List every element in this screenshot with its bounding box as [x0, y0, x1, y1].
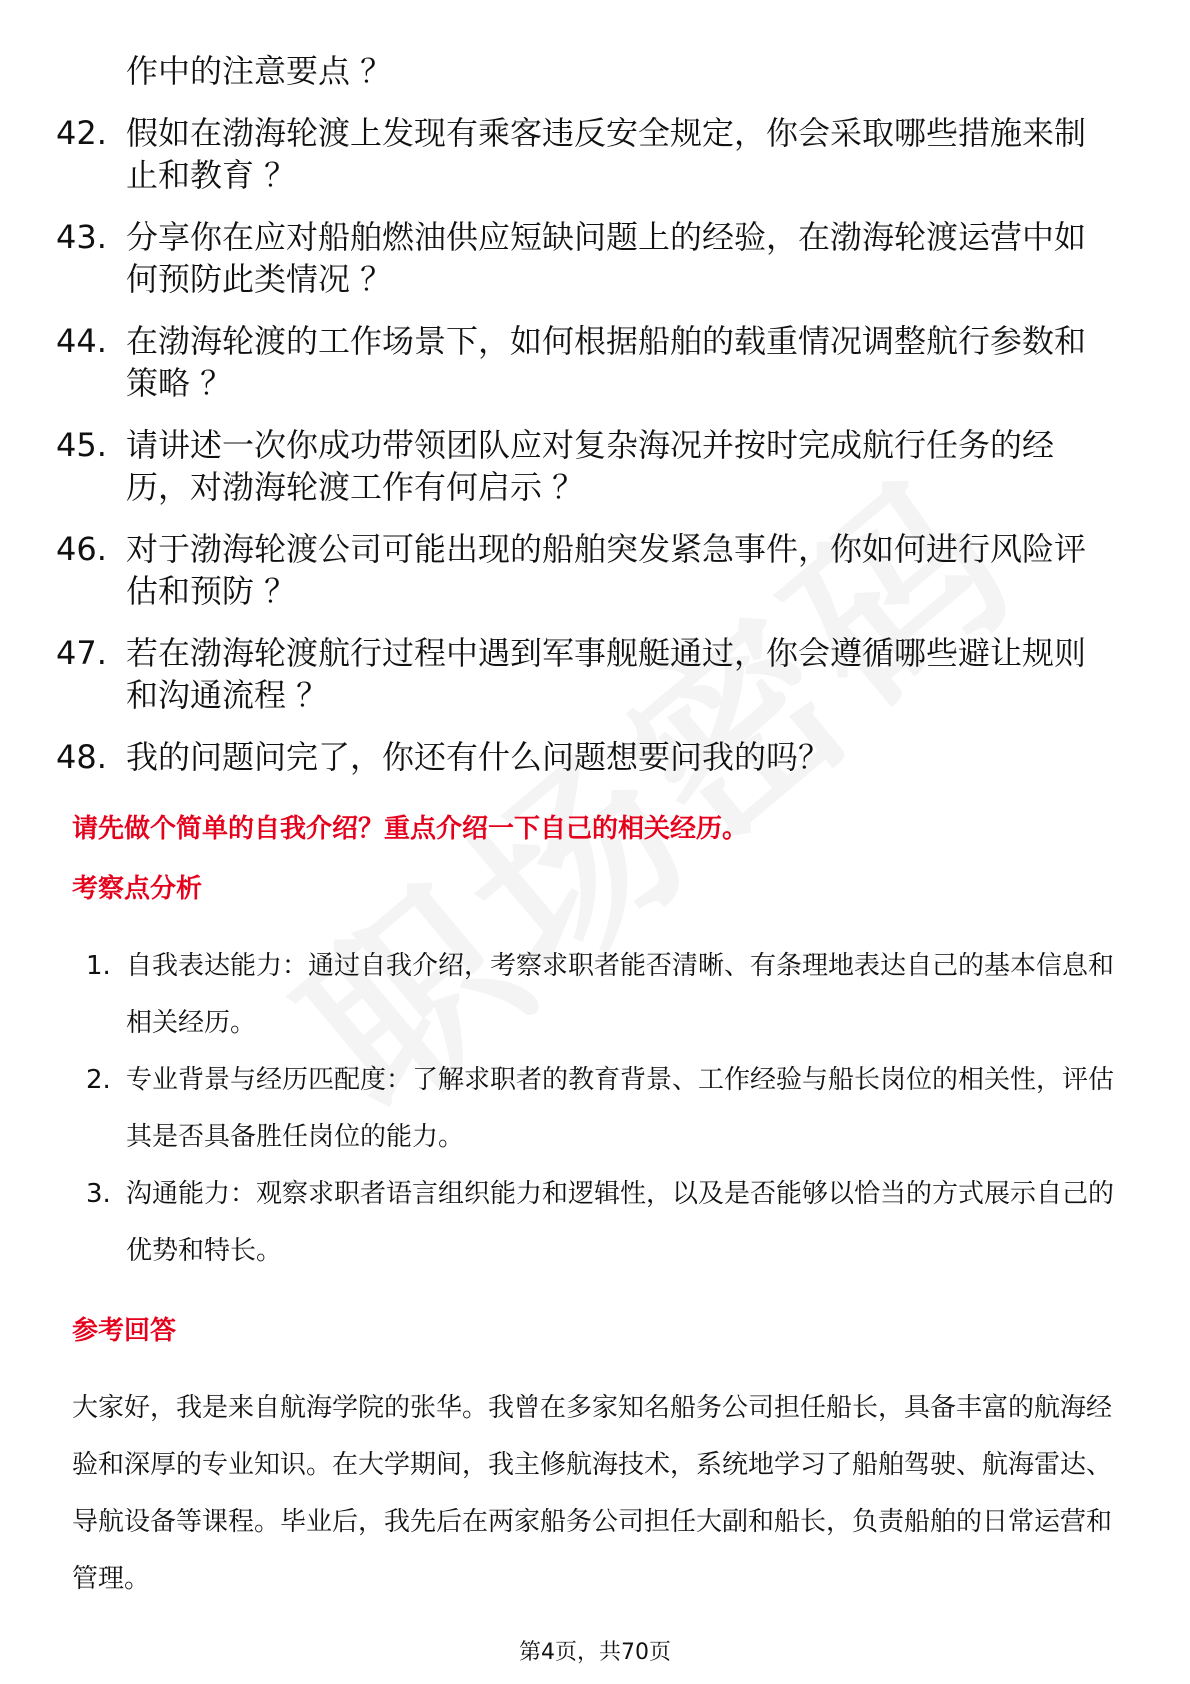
question-text: 对于渤海轮渡公司可能出现的船舶突发紧急事件，你如何进行风险评估和预防 ？ — [126, 530, 1087, 610]
answer-paragraph: 大家好，我是来自航海学院的张华。我曾在多家知名船务公司担任船长，具备丰富的航海经验和深厚的专业知识。在大学期间，我主修航海技术，系统地学习了船舶驾驶、航海雷达、导航设备等课程。毕业后，我先后在两家船务公司担任大副和船长，负责船舶的日常运营和管理。 — [72, 1393, 1113, 1594]
list-item — [56, 424, 1116, 508]
question-text: 在渤海轮渡的工作场景下，如何根据船舶的载重情况调整航行参数和策略 ？ — [126, 322, 1087, 402]
point-number: 3. — [86, 1179, 111, 1209]
list-item — [56, 320, 1116, 404]
question-number: 45. — [56, 426, 107, 464]
list-item — [56, 216, 1116, 300]
list-item — [56, 528, 1116, 612]
question-text: 若在渤海轮渡航行过程中遇到军事舰艇通过，你会遵循哪些避让规则和沟通流程 ？ — [126, 634, 1087, 714]
list-item — [56, 112, 1116, 196]
answer-heading: 参考回答 — [72, 1316, 177, 1346]
question-number: 46. — [56, 530, 107, 568]
question-text: 假如在渤海轮渡上发现有乘客违反安全规定，你会采取哪些措施来制止和教育 ？ — [126, 114, 1087, 194]
question-list — [56, 112, 1116, 798]
question-number: 47. — [56, 634, 107, 672]
list-item — [86, 1166, 1116, 1280]
point-text: 沟通能力：观察求职者语言组织能力和逻辑性，以及是否能够以恰当的方式展示自己的优势和特长。 — [126, 1179, 1115, 1266]
analysis-list — [86, 938, 1116, 1280]
question-number: 43. — [56, 218, 107, 256]
list-item — [86, 1052, 1116, 1166]
point-number: 2. — [86, 1065, 111, 1095]
list-item — [56, 632, 1116, 716]
section-question: 请先做个简单的自我介绍？重点介绍一下自己的相关经历。 — [72, 814, 749, 844]
question-text: 我的问题问完了，你还有什么问题想要问我的吗？ — [126, 738, 831, 776]
point-text: 自我表达能力：通过自我介绍，考察求职者能否清晰、有条理地表达自己的基本信息和相关经历。 — [126, 951, 1115, 1038]
point-text: 专业背景与经历匹配度：了解求职者的教育背景、工作经验与船长岗位的相关性，评估其是否具备胜任岗位的能力。 — [126, 1065, 1115, 1152]
list-item — [86, 938, 1116, 1052]
list-item — [56, 736, 1116, 778]
question-number: 44. — [56, 322, 107, 360]
page-footer: 第4页，共70页 — [519, 1640, 671, 1665]
question-number: 48. — [56, 738, 107, 776]
point-number: 1. — [86, 951, 111, 981]
analysis-heading: 考察点分析 — [72, 874, 203, 904]
question-continuation: 作中的注意要点 ？ — [126, 52, 393, 90]
question-text: 请讲述一次你成功带领团队应对复杂海况并按时完成航行任务的经历，对渤海轮渡工作有何启示 ？ — [126, 426, 1055, 506]
question-text: 分享你在应对船舶燃油供应短缺问题上的经验，在渤海轮渡运营中如何预防此类情况 ？ — [126, 218, 1087, 298]
question-number: 42. — [56, 114, 107, 152]
